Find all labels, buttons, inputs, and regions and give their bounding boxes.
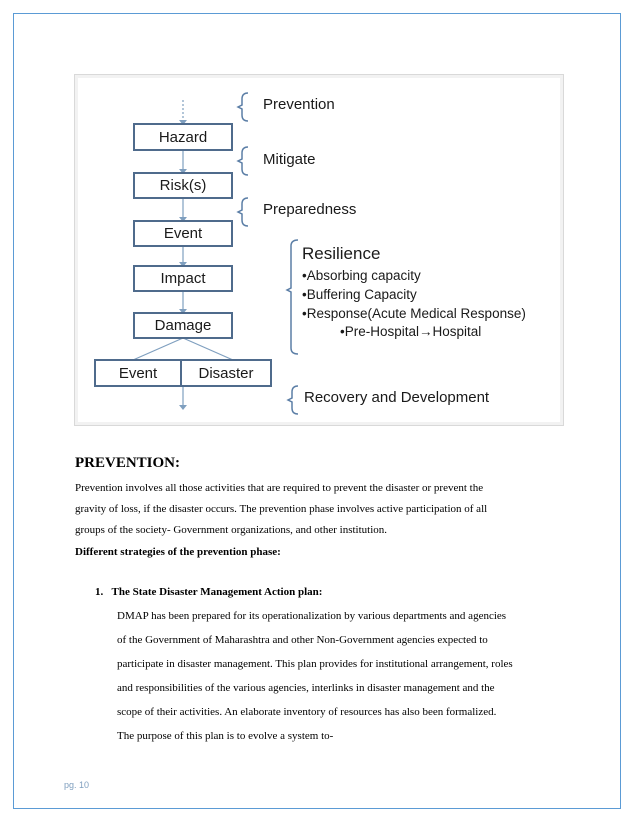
list-number: 1. <box>95 586 104 598</box>
disaster-cycle-diagram <box>74 74 564 426</box>
brace-prevention <box>238 93 248 121</box>
pre-hospital-text: •Pre-Hospital <box>340 324 420 339</box>
resilience-item: •Absorbing capacity <box>302 268 421 283</box>
event-outcome-box: Event <box>94 359 182 387</box>
paragraph-line: groups of the society- Government organizations, and other institution. <box>75 524 388 536</box>
arrow-damage-event <box>133 338 183 360</box>
arrow-damage-disaster <box>183 338 233 360</box>
brace-resilience <box>287 240 298 354</box>
recovery-label: Recovery and Development <box>304 389 490 406</box>
brace-preparedness <box>238 198 248 226</box>
page-number: pg. 10 <box>64 780 90 790</box>
list-title: The State Disaster Management Action plan: <box>111 586 323 598</box>
list-item-line: scope of their activities. An elaborate inventory of resources has also been formalized. <box>117 706 497 718</box>
paragraph-line: gravity of loss, if the disaster occurs. The prevention phase involves active participation of all <box>75 503 488 515</box>
risk-box: Risk(s) <box>133 172 233 199</box>
list-item-heading <box>95 586 322 598</box>
diagram-canvas <box>78 78 560 422</box>
mitigate-label: Mitigate <box>263 151 316 168</box>
list-item-line: of the Government of Maharashtra and other Non-Government agencies expected to <box>117 634 488 646</box>
list-item-line: The purpose of this plan is to evolve a system to- <box>117 730 334 742</box>
resilience-subitem <box>340 324 481 339</box>
brace-mitigate <box>238 147 248 175</box>
list-item-line: and responsibilities of the various agencies, interlinks in disaster management and the <box>117 682 495 694</box>
list-item-line: DMAP has been prepared for its operationalization by various departments and agencies <box>117 610 507 622</box>
resilience-item: •Response(Acute Medical Response) <box>302 306 526 321</box>
hospital-text: Hospital <box>432 324 482 339</box>
preparedness-label: Preparedness <box>263 201 357 218</box>
damage-box: Damage <box>133 312 233 339</box>
right-arrow-icon: → <box>419 324 433 339</box>
paragraph-line: Prevention involves all those activities that are required to prevent the disaster or prevent the <box>75 482 484 494</box>
section-heading: PREVENTION: <box>75 455 181 471</box>
prevention-label: Prevention <box>263 96 335 113</box>
hazard-box: Hazard <box>133 123 233 151</box>
resilience-item: •Buffering Capacity <box>302 287 417 302</box>
disaster-box: Disaster <box>180 359 272 387</box>
brace-recovery <box>288 386 298 414</box>
event-box: Event <box>133 220 233 247</box>
impact-box: Impact <box>133 265 233 292</box>
resilience-title: Resilience <box>302 244 381 263</box>
list-item-line: participate in disaster management. This plan provides for institutional arrangement, roles <box>117 658 513 670</box>
strategies-heading: Different strategies of the prevention phase: <box>75 546 281 558</box>
